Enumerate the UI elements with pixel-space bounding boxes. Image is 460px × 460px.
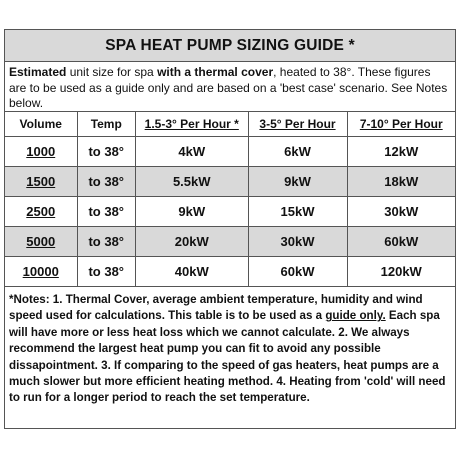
guide-title: SPA HEAT PUMP SIZING GUIDE * (5, 30, 455, 62)
notes-text (5, 287, 455, 407)
header-rate-1: 1.5-3° Per Hour * (136, 112, 249, 137)
cell-temp: to 38° (77, 227, 136, 257)
cell-rate-1: 20kW (136, 227, 249, 257)
cell-volume: 10000 (5, 257, 77, 287)
intro-part-2: unit size for spa (66, 65, 158, 79)
header-volume: Volume (5, 112, 77, 137)
sizing-table (5, 112, 455, 287)
cell-temp: to 38° (77, 137, 136, 167)
cell-temp: to 38° (77, 257, 136, 287)
cell-temp: to 38° (77, 167, 136, 197)
table-row (5, 167, 455, 197)
intro-part-1: Estimated (9, 65, 67, 79)
cell-volume: 5000 (5, 227, 77, 257)
cell-volume: 1000 (5, 137, 77, 167)
cell-rate-2: 9kW (248, 167, 347, 197)
cell-rate-3: 60kW (347, 227, 455, 257)
cell-rate-3: 120kW (347, 257, 455, 287)
cell-volume: 1500 (5, 167, 77, 197)
sizing-guide-sheet (4, 29, 456, 429)
cell-rate-2: 60kW (248, 257, 347, 287)
table-row (5, 227, 455, 257)
header-rate-3: 7-10° Per Hour (347, 112, 455, 137)
cell-rate-2: 30kW (248, 227, 347, 257)
cell-rate-2: 15kW (248, 197, 347, 227)
intro-text (5, 62, 455, 112)
cell-rate-1: 5.5kW (136, 167, 249, 197)
header-temp: Temp (77, 112, 136, 137)
cell-volume: 2500 (5, 197, 77, 227)
table-row (5, 257, 455, 287)
intro-part-4: , heated to 38°. These figures are to be used as a guide only and are based on a 'best case' scenario. See Notes below. (9, 65, 448, 110)
cell-rate-1: 9kW (136, 197, 249, 227)
table-header-row (5, 112, 455, 137)
cell-rate-1: 4kW (136, 137, 249, 167)
header-rate-2: 3-5° Per Hour (248, 112, 347, 137)
intro-part-3: with a thermal cover (157, 65, 274, 79)
notes-part-3: Each spa will have more or less heat loss which we cannot calculate. 2. We always recommend the largest heat pump you can fit to avoid any possible dissapointment. 3. If comparing to the speed of gas heaters, heat pumps are a much slower but more efficient heating method. 4. Heating from 'cold' will need to run for a longer period to reach the set temperature. (9, 309, 446, 405)
notes-part-1: *Notes: 1. Thermal Cover, average ambient temperature, humidity and wind speed used for calculations. This table is to be used as a (9, 293, 423, 323)
table-row (5, 137, 455, 167)
cell-rate-1: 40kW (136, 257, 249, 287)
notes-guide-only: guide only. (325, 309, 386, 323)
cell-rate-3: 30kW (347, 197, 455, 227)
cell-rate-3: 12kW (347, 137, 455, 167)
cell-temp: to 38° (77, 197, 136, 227)
cell-rate-2: 6kW (248, 137, 347, 167)
cell-rate-3: 18kW (347, 167, 455, 197)
table-row (5, 197, 455, 227)
